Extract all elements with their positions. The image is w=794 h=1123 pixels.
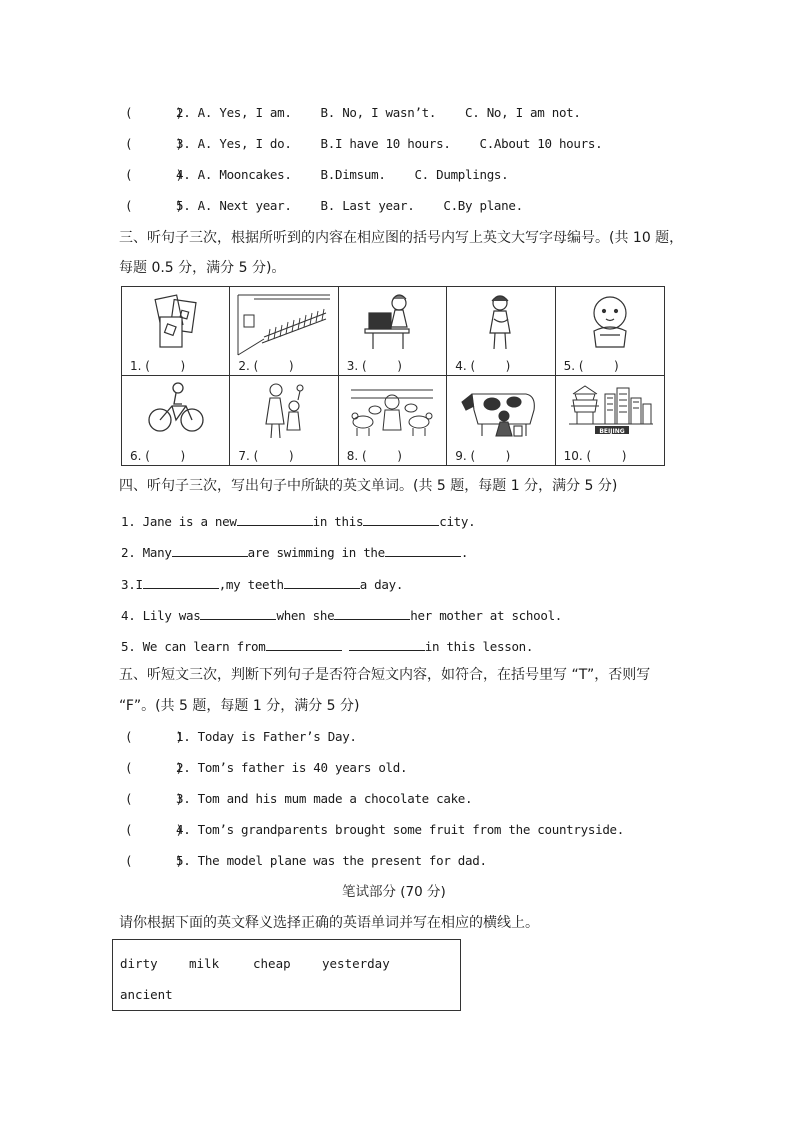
answer-blank[interactable] <box>334 605 410 620</box>
statement-text: 1. Today is Father’s Day. <box>176 729 357 744</box>
word-bank-item: ancient <box>120 987 173 1002</box>
answer-blank[interactable] <box>172 542 248 557</box>
beijing-skyline-illustration <box>565 380 655 440</box>
answer-blank[interactable] <box>385 542 461 557</box>
answer-label[interactable]: 6. ( ) <box>130 449 186 463</box>
picture-cell <box>122 287 230 376</box>
answer-label[interactable]: 4. ( ) <box>455 359 511 373</box>
baby-illustration <box>580 291 640 353</box>
question-text: 5. A. Next year. B. Last year. C.By plane. <box>176 198 523 213</box>
answer-blank[interactable] <box>200 605 276 620</box>
question-text: 2. A. Yes, I am. B. No, I wasn’t. C. No, I am not. <box>176 105 581 120</box>
word-bank-item: milk <box>189 956 220 971</box>
answer-blank[interactable] <box>237 511 313 526</box>
answer-label[interactable]: 2. ( ) <box>238 359 294 373</box>
picture-grid <box>121 286 665 466</box>
answer-bracket[interactable]: ( ) <box>125 167 183 182</box>
fill-blank-3: 3.I ,my teeth a day. <box>121 574 403 594</box>
section4-heading: 四、听句子三次，写出句子中所缺的英文单词。(共 5 题，每题 1 分，满分 5 分) <box>119 478 618 494</box>
word-bank-item: yesterday <box>322 956 390 971</box>
picture-cell <box>556 287 664 376</box>
written-instruction: 请你根据下面的英文释义选择正确的英语单词并写在相应的横线上。 <box>119 915 539 931</box>
section5-heading-cont: “F”。(共 5 题，每题 1 分，满分 5 分) <box>119 698 360 714</box>
answer-bracket[interactable]: ( ) <box>125 822 183 837</box>
answer-bracket[interactable]: ( ) <box>125 105 183 120</box>
cow-milking-illustration <box>456 380 546 438</box>
answer-label[interactable]: 10. ( ) <box>563 449 627 463</box>
fill-blank-2: 2. Many are swimming in the . <box>121 542 468 562</box>
question-text: 4. A. Mooncakes. B.Dimsum. C. Dumplings. <box>176 167 509 182</box>
answer-bracket[interactable]: ( ) <box>125 198 183 213</box>
statement-text: 3. Tom and his mum made a chocolate cake. <box>176 791 473 806</box>
answer-bracket[interactable]: ( ) <box>125 760 183 775</box>
statement-text: 4. Tom’s grandparents brought some fruit from the countryside. <box>176 822 624 837</box>
answer-blank[interactable] <box>349 636 425 651</box>
answer-blank[interactable] <box>143 574 219 589</box>
farm-animals-illustration <box>347 380 437 440</box>
word-bank-item: cheap <box>253 956 291 971</box>
word-bank <box>112 939 461 1011</box>
fill-blank-5: 5. We can learn from in this lesson. <box>121 636 533 656</box>
picture-cell <box>339 376 447 465</box>
great-wall-illustration <box>234 291 334 357</box>
picture-cell <box>122 376 230 465</box>
answer-blank[interactable] <box>284 574 360 589</box>
family-illustration <box>254 380 314 440</box>
answer-bracket[interactable]: ( ) <box>125 729 183 744</box>
answer-label[interactable]: 1. ( ) <box>130 359 186 373</box>
section3-heading-cont: 每题 0.5 分，满分 5 分)。 <box>119 260 286 276</box>
answer-label[interactable]: 9. ( ) <box>455 449 511 463</box>
question-text: 3. A. Yes, I do. B.I have 10 hours. C.About 10 hours. <box>176 136 603 151</box>
answer-blank[interactable] <box>266 636 342 651</box>
bicycle-rider-illustration <box>146 380 206 438</box>
section3-heading: 三、听句子三次，根据所听到的内容在相应图的括号内写上英文大写字母编号。(共 10 题， <box>119 230 684 246</box>
answer-bracket[interactable]: ( ) <box>125 136 183 151</box>
answer-label[interactable]: 3. ( ) <box>346 359 402 373</box>
word-bank-item: dirty <box>120 956 158 971</box>
fill-blank-4: 4. Lily was when she her mother at school. <box>121 605 562 625</box>
answer-label[interactable]: 8. ( ) <box>346 449 402 463</box>
statement-text: 5. The model plane was the present for dad. <box>176 853 487 868</box>
answer-bracket[interactable]: ( ) <box>125 853 183 868</box>
answer-label[interactable]: 7. ( ) <box>238 449 294 463</box>
fill-blank-1: 1. Jane is a new in this city. <box>121 511 475 531</box>
girl-at-computer-illustration <box>359 291 425 353</box>
girl-stomachache-illustration <box>476 291 526 353</box>
cards-illustration <box>146 291 206 353</box>
picture-cell <box>230 376 338 465</box>
written-part-title: 笔试部分 (70 分) <box>342 884 446 900</box>
beijing-sign: BEIJING <box>599 428 625 435</box>
picture-cell <box>556 376 664 465</box>
answer-blank[interactable] <box>363 511 439 526</box>
picture-cell <box>447 287 555 376</box>
answer-label[interactable]: 5. ( ) <box>563 359 619 373</box>
section5-heading: 五、听短文三次，判断下列句子是否符合短文内容，如符合，在括号里写 “T”，否则写 <box>119 667 651 683</box>
answer-bracket[interactable]: ( ) <box>125 791 183 806</box>
picture-cell <box>230 287 338 376</box>
statement-text: 2. Tom’s father is 40 years old. <box>176 760 408 775</box>
picture-cell <box>339 287 447 376</box>
picture-cell <box>447 376 555 465</box>
